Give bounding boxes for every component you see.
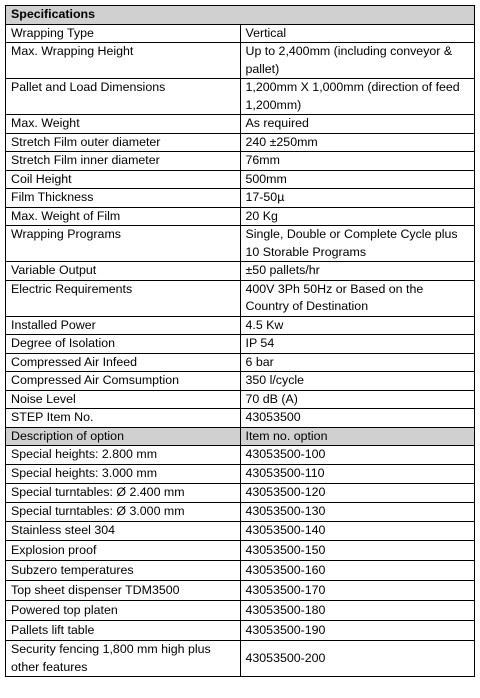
option-label: Special turntables: Ø 2.400 mm bbox=[6, 484, 241, 503]
table-row bbox=[6, 641, 475, 677]
option-label: Subzero temperatures bbox=[6, 561, 241, 581]
spec-value: 76mm bbox=[240, 152, 475, 171]
spec-label: Max. Weight of Film bbox=[6, 207, 241, 226]
table-row bbox=[6, 316, 475, 335]
table-row bbox=[6, 353, 475, 372]
table-row bbox=[6, 581, 475, 601]
spec-label: Compressed Air Comsumption bbox=[6, 372, 241, 391]
table-row bbox=[6, 465, 475, 484]
spec-label: Max. Wrapping Height bbox=[6, 43, 241, 79]
spec-label: Stretch Film inner diameter bbox=[6, 152, 241, 171]
spec-value: 20 Kg bbox=[240, 207, 475, 226]
specifications-table bbox=[5, 5, 475, 677]
table-row bbox=[6, 503, 475, 522]
table-row bbox=[6, 24, 475, 43]
spec-label: Wrapping Type bbox=[6, 24, 241, 43]
option-label: Stainless steel 304 bbox=[6, 522, 241, 541]
table-row bbox=[6, 115, 475, 134]
option-item-number: 43053500-110 bbox=[240, 465, 475, 484]
option-label: Pallets lift table bbox=[6, 621, 241, 641]
spec-label: Electric Requirements bbox=[6, 280, 241, 316]
option-item-number: 43053500-130 bbox=[240, 503, 475, 522]
spec-label: STEP Item No. bbox=[6, 409, 241, 428]
table-row bbox=[6, 484, 475, 503]
table-row bbox=[6, 621, 475, 641]
option-item-number: 43053500-160 bbox=[240, 561, 475, 581]
spec-value: 17-50µ bbox=[240, 189, 475, 208]
spec-label: Max. Weight bbox=[6, 115, 241, 134]
spec-value: 4.5 Kw bbox=[240, 316, 475, 335]
spec-label: Coil Height bbox=[6, 170, 241, 189]
table-row bbox=[6, 189, 475, 208]
table-title: Specifications bbox=[6, 6, 475, 25]
option-label: Top sheet dispenser TDM3500 bbox=[6, 581, 241, 601]
table-row bbox=[6, 541, 475, 561]
spec-value: ±50 pallets/hr bbox=[240, 262, 475, 281]
spec-value: 70 dB (A) bbox=[240, 390, 475, 409]
table-row bbox=[6, 207, 475, 226]
spec-label: Stretch Film outer diameter bbox=[6, 133, 241, 152]
spec-label: Film Thickness bbox=[6, 189, 241, 208]
spec-label: Noise Level bbox=[6, 390, 241, 409]
spec-value: 500mm bbox=[240, 170, 475, 189]
option-label: Powered top platen bbox=[6, 601, 241, 621]
option-item-number: 43053500-100 bbox=[240, 446, 475, 465]
option-label: Security fencing 1,800 mm high plus other features bbox=[6, 641, 241, 677]
spec-value: As required bbox=[240, 115, 475, 134]
spec-value: IP 54 bbox=[240, 335, 475, 354]
spec-value: 400V 3Ph 50Hz or Based on the Country of Destination bbox=[240, 280, 475, 316]
spec-value: Vertical bbox=[240, 24, 475, 43]
options-header-row bbox=[6, 427, 475, 446]
spec-value: 1,200mm X 1,000mm (direction of feed 1,200mm) bbox=[240, 79, 475, 115]
table-row bbox=[6, 226, 475, 262]
spec-value: 43053500 bbox=[240, 409, 475, 428]
spec-value: 350 l/cycle bbox=[240, 372, 475, 391]
table-row bbox=[6, 170, 475, 189]
spec-label: Degree of Isolation bbox=[6, 335, 241, 354]
table-title-row bbox=[6, 6, 475, 25]
table-row bbox=[6, 79, 475, 115]
option-label: Explosion proof bbox=[6, 541, 241, 561]
spec-label: Variable Output bbox=[6, 262, 241, 281]
option-label: Special heights: 2.800 mm bbox=[6, 446, 241, 465]
option-item-number: 43053500-170 bbox=[240, 581, 475, 601]
options-header-value: Item no. option bbox=[240, 427, 475, 446]
spec-value: 6 bar bbox=[240, 353, 475, 372]
option-item-number: 43053500-190 bbox=[240, 621, 475, 641]
option-label: Special turntables: Ø 3.000 mm bbox=[6, 503, 241, 522]
table-row bbox=[6, 43, 475, 79]
table-row bbox=[6, 522, 475, 541]
table-row bbox=[6, 601, 475, 621]
spec-value: Up to 2,400mm (including conveyor & pallet) bbox=[240, 43, 475, 79]
option-item-number: 43053500-150 bbox=[240, 541, 475, 561]
table-row bbox=[6, 561, 475, 581]
spec-label: Installed Power bbox=[6, 316, 241, 335]
spec-label: Compressed Air Infeed bbox=[6, 353, 241, 372]
table-row bbox=[6, 335, 475, 354]
option-item-number: 43053500-120 bbox=[240, 484, 475, 503]
spec-value: Single, Double or Complete Cycle plus 10 Storable Programs bbox=[240, 226, 475, 262]
option-item-number: 43053500-200 bbox=[240, 641, 475, 677]
spec-value: 240 ±250mm bbox=[240, 133, 475, 152]
table-row bbox=[6, 409, 475, 428]
option-label: Special heights: 3.000 mm bbox=[6, 465, 241, 484]
table-row bbox=[6, 152, 475, 171]
option-item-number: 43053500-180 bbox=[240, 601, 475, 621]
table-row bbox=[6, 280, 475, 316]
options-header-label: Description of option bbox=[6, 427, 241, 446]
spec-label: Wrapping Programs bbox=[6, 226, 241, 262]
spec-label: Pallet and Load Dimensions bbox=[6, 79, 241, 115]
table-row bbox=[6, 446, 475, 465]
table-row bbox=[6, 262, 475, 281]
option-item-number: 43053500-140 bbox=[240, 522, 475, 541]
table-row bbox=[6, 390, 475, 409]
table-row bbox=[6, 372, 475, 391]
table-row bbox=[6, 133, 475, 152]
